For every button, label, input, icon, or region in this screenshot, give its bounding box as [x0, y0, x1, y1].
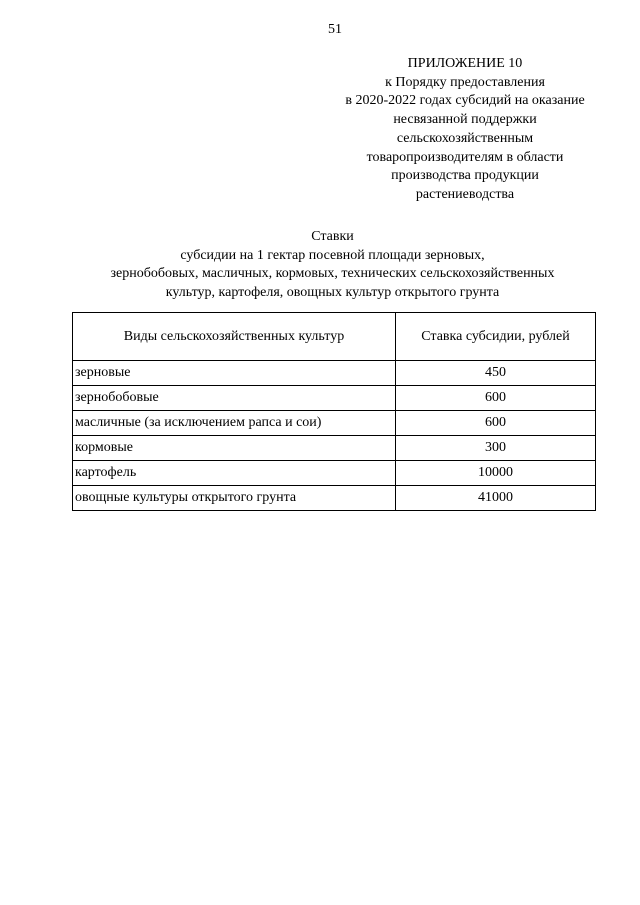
rate-cell: 600 [396, 386, 596, 411]
rate-cell: 10000 [396, 461, 596, 486]
table-row [73, 486, 596, 511]
table-header-row [73, 313, 596, 361]
rate-cell: 41000 [396, 486, 596, 511]
header-subsidy-rate: Ставка субсидии, рублей [396, 313, 596, 361]
crop-cell: овощные культуры открытого грунта [73, 486, 396, 511]
crop-cell: картофель [73, 461, 396, 486]
rate-cell: 450 [396, 361, 596, 386]
heading-line: субсидии на 1 гектар посевной площади зерновых, [180, 247, 485, 263]
heading-title: Ставки [311, 229, 354, 244]
crop-cell: зерновые [73, 361, 396, 386]
appendix-line: товаропроизводителям в области [366, 149, 564, 165]
crop-cell: масличные (за исключением рапса и сои) [73, 411, 396, 436]
crop-cell: кормовые [73, 436, 396, 461]
document-heading [60, 228, 605, 303]
table-row [73, 436, 596, 461]
appendix-line: в 2020-2022 годах субсидий на оказание [345, 93, 585, 109]
table-row [73, 386, 596, 411]
page-number: 51 [328, 22, 342, 37]
appendix-line: растениеводства [415, 186, 515, 202]
appendix-line: несвязанной поддержки [393, 112, 537, 128]
heading-line: зернобобовых, масличных, кормовых, технических сельскохозяйственных [110, 266, 555, 282]
appendix-line: производства продукции [391, 168, 539, 184]
table-row [73, 411, 596, 436]
appendix-line: к Порядку предоставления [385, 74, 545, 90]
rate-cell: 600 [396, 411, 596, 436]
appendix-header [325, 55, 605, 205]
header-crop-type: Виды сельскохозяйственных культур [73, 313, 396, 361]
appendix-title: ПРИЛОЖЕНИЕ 10 [407, 56, 523, 71]
crop-cell: зернобобовые [73, 386, 396, 411]
heading-line: культур, картофеля, овощных культур открытого грунта [165, 285, 500, 301]
rate-cell: 300 [396, 436, 596, 461]
table-row [73, 361, 596, 386]
table-row [73, 461, 596, 486]
subsidy-rates-table [72, 312, 596, 511]
appendix-line: сельскохозяйственным [396, 130, 534, 146]
